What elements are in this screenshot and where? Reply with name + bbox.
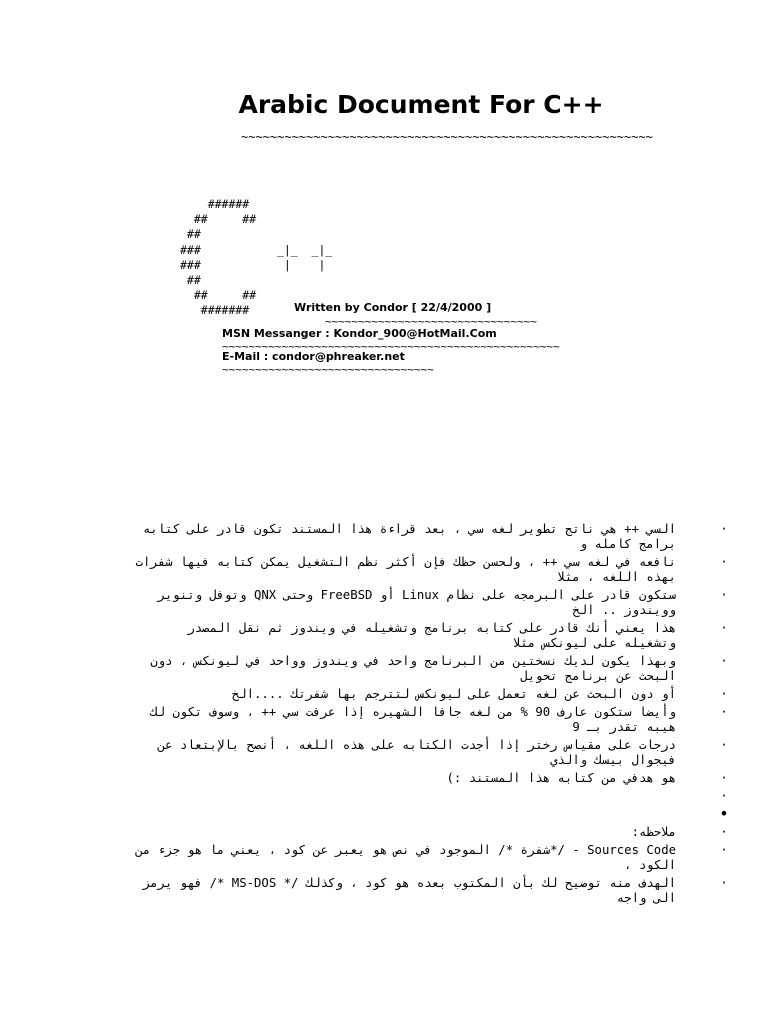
list-item xyxy=(130,555,730,585)
bullet-icon: · xyxy=(720,555,728,569)
list-item-text: ستكون قادر على البرمجه على نظام Linux أو FreeBSD وحتى QNX وتوفل وتنوير وويندوز .. الخ xyxy=(157,588,676,617)
list-item-note-heading xyxy=(130,825,730,840)
document-title: Arabic Document For C++ xyxy=(238,90,604,119)
list-item xyxy=(130,843,730,873)
msn-contact: MSN Messanger : Kondor_900@HotMail.Com xyxy=(222,327,497,340)
list-item-text: وأيضا ستكون عارف 90 % من لغه جافا الشهيره إذا عرفت سي ++ ، وسوف تكون لك هيبه تقدر بـ 9 xyxy=(150,705,676,734)
list-item xyxy=(130,621,730,651)
list-item-empty xyxy=(130,789,730,804)
list-item-text: الهدف منه توضيح لك بأن المكتوب بعده هو كود ، وكذلك /* MS-DOS */ فهو يرمز الى واجه xyxy=(142,876,676,905)
tilde-separator-1: ~~~~~~~~~~~~~~~~~~~~~~~~~~~~~~~~ xyxy=(325,315,537,328)
bullet-icon: · xyxy=(720,687,728,701)
list-item-empty xyxy=(130,804,730,823)
bullet-icon: • xyxy=(719,804,729,823)
bullet-icon: · xyxy=(720,843,728,857)
list-item xyxy=(130,705,730,735)
bullet-icon: · xyxy=(720,621,728,635)
list-item xyxy=(130,654,730,684)
list-item-text: أو دون البحث عن لغه تعمل على ليونكس لتترجم بها شفرتك ....الخ xyxy=(231,687,676,701)
title-underline: ~~~~~~~~~~~~~~~~~~~~~~~~~~~~~~~~~~~~~~~~~~~~~~~~~~~~~~~~~ xyxy=(241,130,653,144)
bullet-icon: · xyxy=(720,705,728,719)
arabic-bullet-list xyxy=(130,522,730,909)
list-item-text: هذا يعني أنك قادر على كتابه برنامج وتشغيله في ويندوز ثم نقل المصدر وتشغيله على ليونكس مثلا xyxy=(187,621,676,650)
list-item xyxy=(130,876,730,906)
list-item-text: درجات على مقياس رختر إذا أجدت الكتابه على هذه اللغه ، أنصح بالإبتعاد عن فيجوال بيسك والذي xyxy=(157,738,676,767)
bullet-icon: · xyxy=(720,876,728,890)
list-item xyxy=(130,738,730,768)
list-item-text: ملاحظه: xyxy=(631,825,676,839)
bullet-icon: · xyxy=(720,654,728,668)
ascii-art-logo: ###### ## ## ## ### _|_ _|_ ### | | ## ## ## ####### xyxy=(180,197,333,318)
list-item-text: السي ++ هي ناتج تطوير لغه سي ، بعد قراءة هذا المستند تكون قادر على كتابه برامج كامله و xyxy=(142,522,676,551)
list-item-text: هو هدفي من كتابه هذا المستند :) xyxy=(446,771,676,785)
bullet-icon: · xyxy=(720,522,728,536)
list-item xyxy=(130,522,730,552)
bullet-icon: · xyxy=(720,588,728,602)
list-item xyxy=(130,687,730,702)
email-contact: E-Mail : condor@phreaker.net xyxy=(222,350,405,363)
list-item xyxy=(130,771,730,786)
tilde-separator-3: ~~~~~~~~~~~~~~~~~~~~~~~~~~~~~~~~ xyxy=(222,363,434,376)
list-item-text: نافعه في لغه سي ++ ، ولحسن حظك فإن أكثر نظم التشغيل يمكن كتابه فيها شفرات بهذه اللغه ، مثلا xyxy=(135,555,676,584)
bullet-icon: · xyxy=(720,738,728,752)
list-item-text: وبهذا يكون لديك نسختين من البرنامج واحد في ويندوز وواحد في ليونكس ، دون البحث عن برنامج تحويل xyxy=(150,654,676,683)
author-line: Written by Condor [ 22/4/2000 ] xyxy=(294,301,492,314)
list-item-text: Sources Code - /*شفرة */ الموجود في نص هو يعبر عن كود ، يعني ما هو جزء من الكود ، xyxy=(135,843,676,872)
list-item xyxy=(130,588,730,618)
tilde-separator-2: ~~~~~~~~~~~~~~~~~~~~~~~~~~~~~~~~~~~~~~~~~~~~~~~~~~~ xyxy=(222,340,560,353)
bullet-icon: · xyxy=(720,771,728,785)
bullet-icon: · xyxy=(720,825,728,839)
bullet-icon: · xyxy=(720,789,728,803)
